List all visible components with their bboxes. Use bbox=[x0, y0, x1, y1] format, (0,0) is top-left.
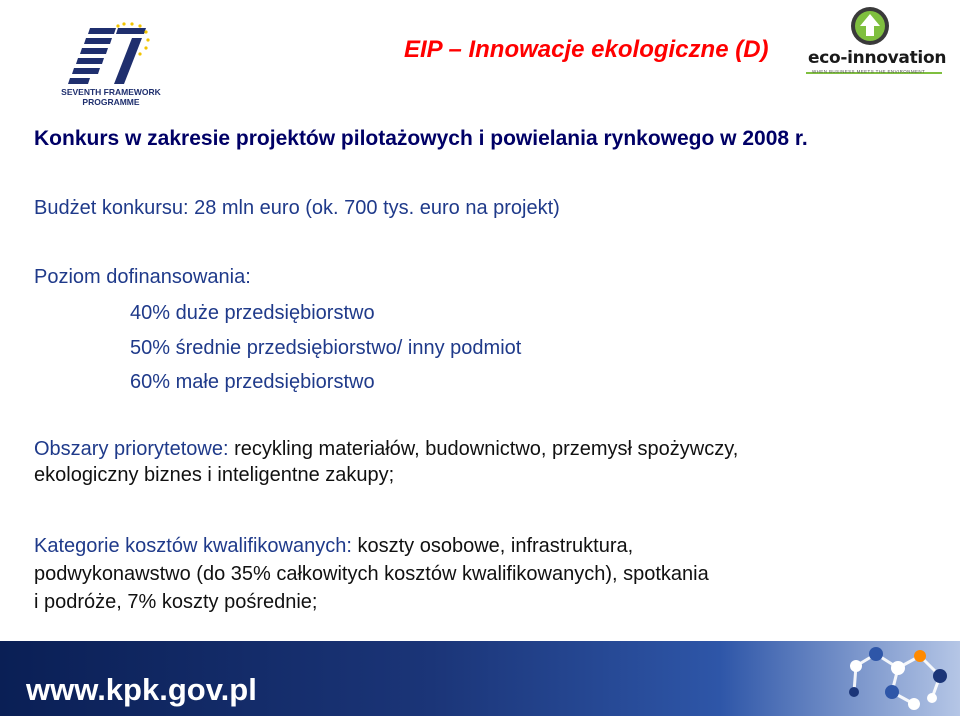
eco-innovation-tagline: WHEN BUSINESS MEETS THE ENVIRONMENT bbox=[812, 69, 926, 74]
eco-innovation-wordmark: eco-innovation bbox=[808, 48, 947, 68]
priority-areas-label: Obszary priorytetowe: bbox=[34, 438, 229, 460]
funding-level-medium: 50% średnie przedsiębiorstwo/ inny podmiot bbox=[130, 337, 522, 359]
cost-categories-line-2: podwykonawstwo (do 35% całkowitych kosztów kwalifikowanych), spotkania bbox=[34, 563, 709, 585]
funding-label: Poziom dofinansowania: bbox=[34, 266, 251, 288]
priority-areas-line-1 bbox=[34, 437, 738, 461]
fp7-logo-line-1: SEVENTH FRAMEWORK bbox=[61, 87, 161, 97]
section-heading: Konkurs w zakresie projektów pilotażowych i powielania rynkowego w 2008 r. bbox=[34, 127, 808, 150]
fp7-logo-text bbox=[56, 87, 166, 107]
slide-title: EIP – Innowacje ekologiczne (D) bbox=[404, 36, 769, 63]
cost-categories-text-1: koszty osobowe, infrastruktura, bbox=[351, 535, 634, 557]
funding-level-large: 40% duże przedsiębiorstwo bbox=[130, 302, 375, 324]
cost-categories-line-1 bbox=[34, 534, 633, 558]
priority-areas-text-1: recykling materiałów, budownictwo, przemysł spożywczy, bbox=[228, 438, 739, 460]
funding-level-small: 60% małe przedsiębiorstwo bbox=[130, 371, 375, 393]
cost-categories-label: Kategorie kosztów kwalifikowanych: bbox=[34, 535, 352, 557]
budget-line: Budżet konkursu: 28 mln euro (ok. 700 tys. euro na projekt) bbox=[34, 197, 560, 219]
molecule-graphic bbox=[836, 636, 960, 716]
fp7-logo-line-2: PROGRAMME bbox=[82, 97, 140, 107]
cost-categories-line-3: i podróże, 7% koszty pośrednie; bbox=[34, 591, 318, 613]
footer-url: www.kpk.gov.pl bbox=[26, 672, 257, 707]
priority-areas-line-2: ekologiczny biznes i inteligentne zakupy; bbox=[34, 464, 395, 486]
